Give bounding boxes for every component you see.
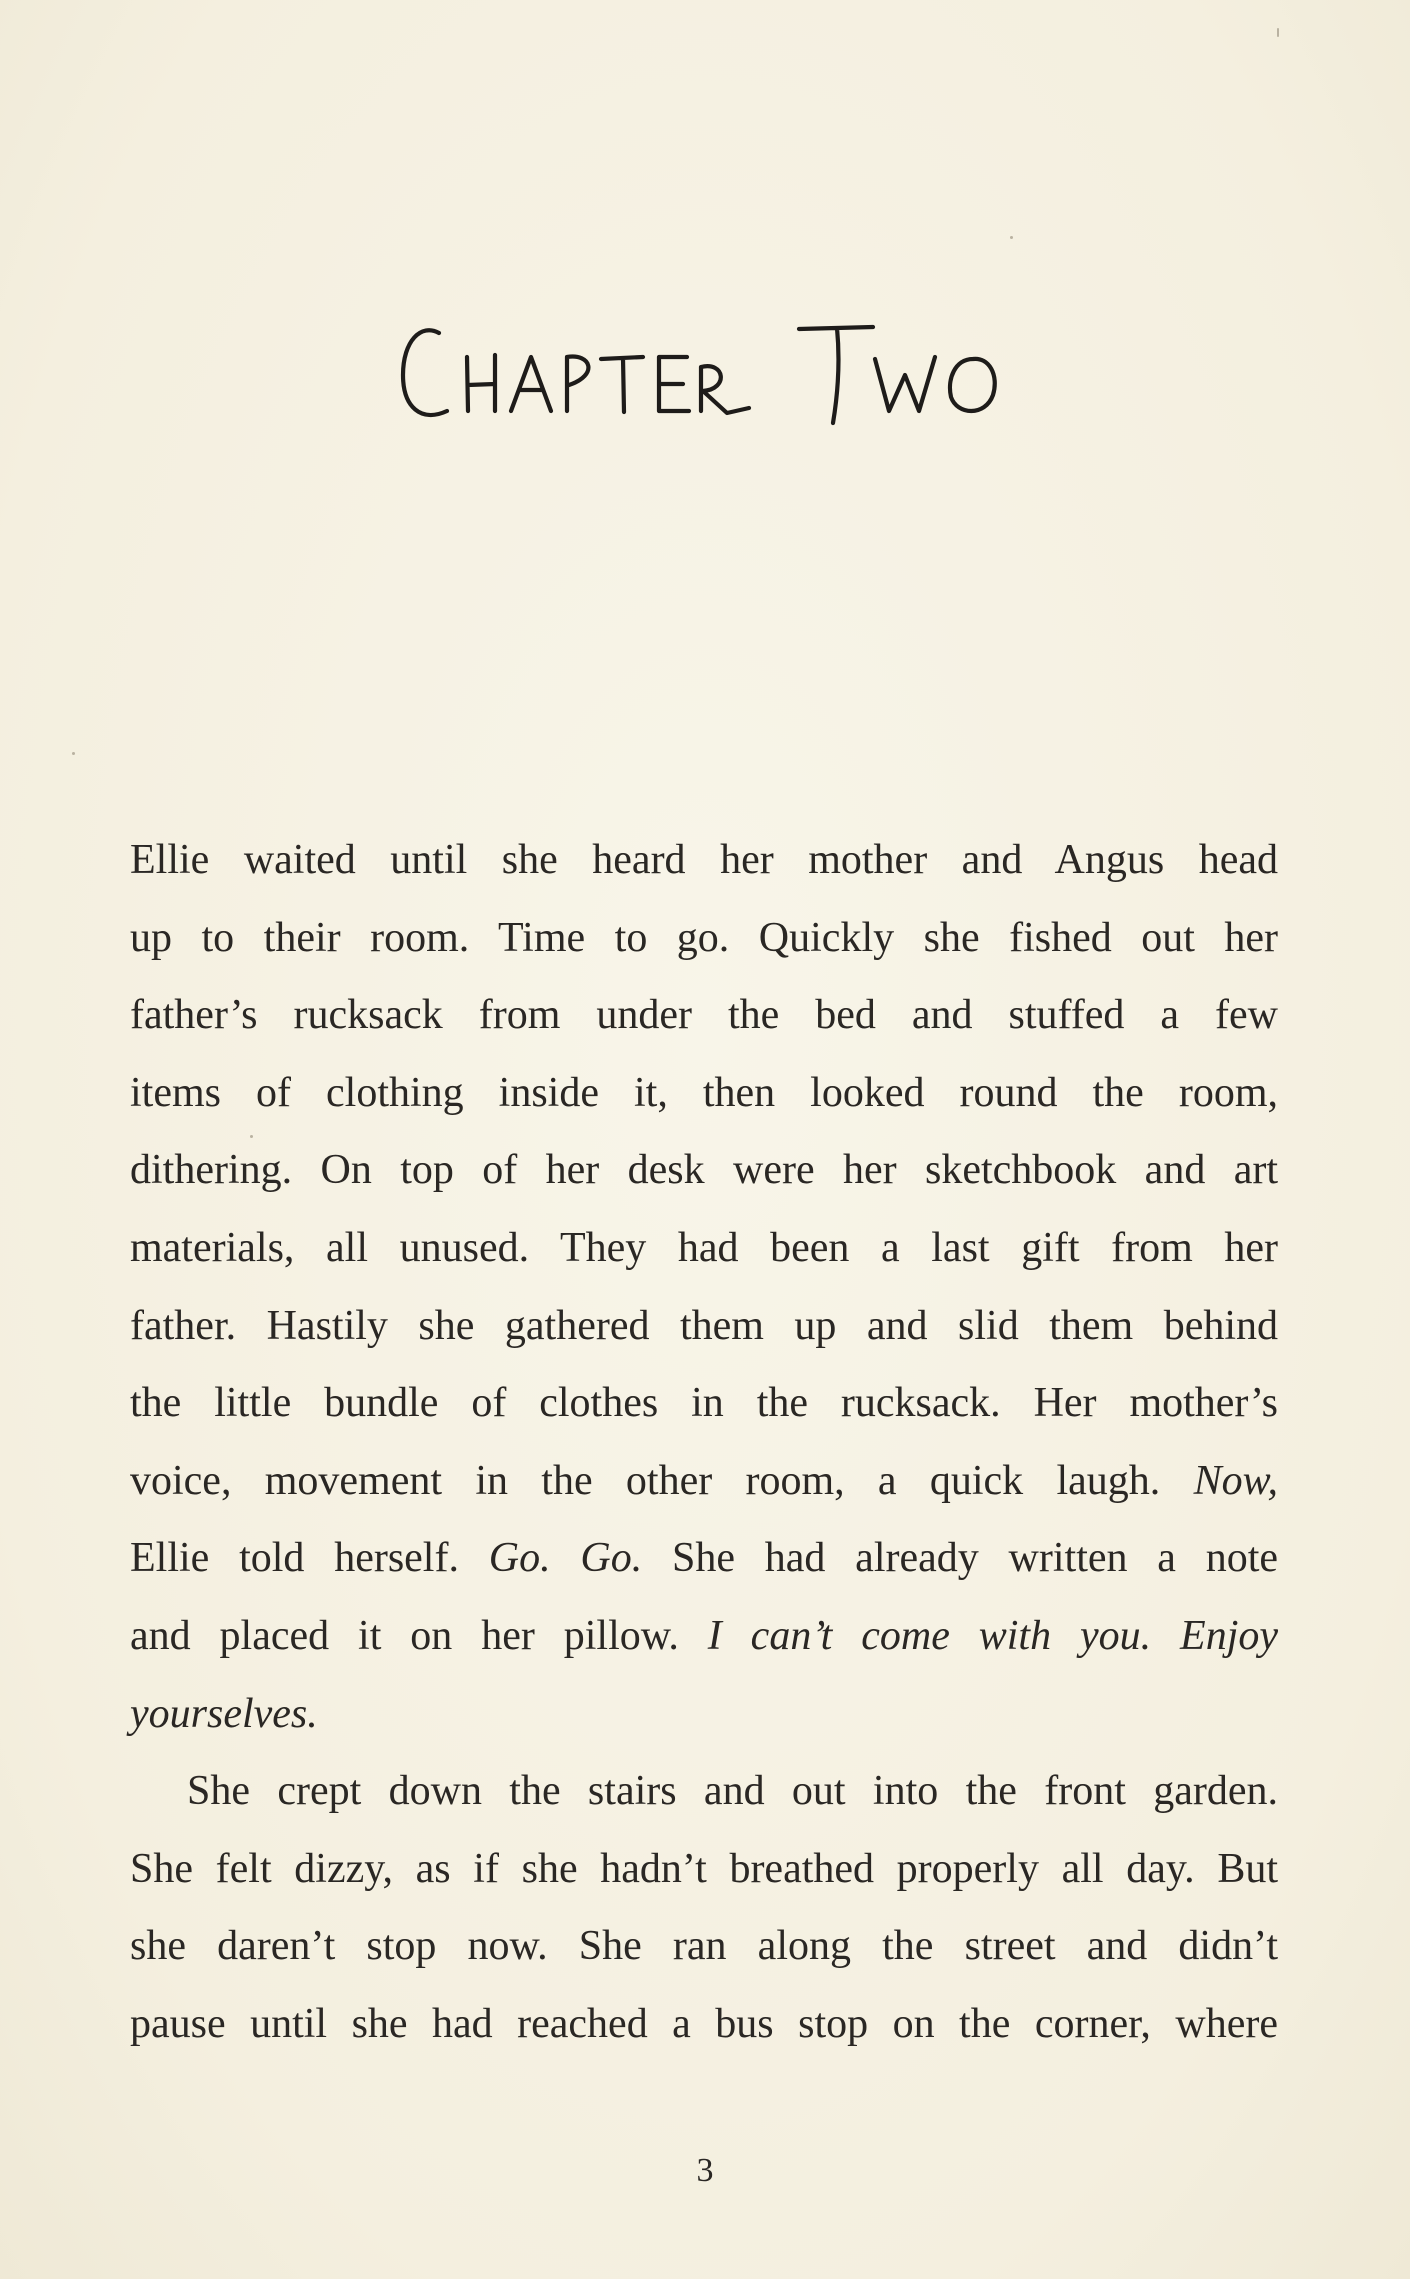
text-line: up to their room. Time to go. Quickly she fished out her (130, 914, 1278, 961)
text-segment: She had already written a note (671, 1535, 1279, 1582)
chapter-heading (0, 290, 1410, 440)
text-segment: Ellie told herself. (130, 1535, 459, 1582)
text-line: dithering. On top of her desk were her sketchbook and art (130, 1147, 1278, 1194)
body-text (130, 822, 1278, 2064)
paper-speck (72, 752, 75, 755)
text-line: She felt dizzy, as if she hadn’t breathed properly all day. But (130, 1845, 1278, 1892)
text-line: pause until she had reached a bus stop on the corner, where (130, 2000, 1278, 2047)
page-number: 3 (696, 2152, 714, 2189)
text-line (130, 1443, 1278, 1521)
text-line (130, 1676, 1278, 1754)
text-line: items of clothing inside it, then looked round the room, (130, 1069, 1278, 1116)
text-line: materials, all unused. They had been a last gift from her (130, 1224, 1278, 1271)
text-line: she daren’t stop now. She ran along the street and didn’t (130, 1923, 1278, 1970)
italic-segment: Go. Go. (488, 1535, 643, 1582)
italic-segment: Now, (1193, 1457, 1279, 1504)
italic-segment: yourselves. (130, 1690, 318, 1737)
text-line: father’s rucksack from under the bed and stuffed a few (130, 992, 1278, 1039)
text-line: father. Hastily she gathered them up and slid them behind (130, 1302, 1278, 1349)
paper-speck (1277, 28, 1279, 37)
handwritten-chapter-title (395, 295, 1015, 435)
text-line: Ellie waited until she heard her mother and Angus head (130, 837, 1278, 883)
text-line (130, 1598, 1278, 1676)
text-segment: voice, movement in the other room, a quick laugh. (130, 1457, 1161, 1504)
paper-speck (1010, 236, 1013, 239)
italic-segment: I can’t come with you. Enjoy (707, 1612, 1279, 1659)
text-line (130, 1520, 1278, 1598)
text-line: She crept down the stairs and out into the front garden. (187, 1768, 1278, 1815)
text-segment: and placed it on her pillow. (130, 1612, 679, 1659)
text-line: the little bundle of clothes in the rucksack. Her mother’s (130, 1380, 1278, 1427)
chapter-title-text (0, 290, 1, 291)
